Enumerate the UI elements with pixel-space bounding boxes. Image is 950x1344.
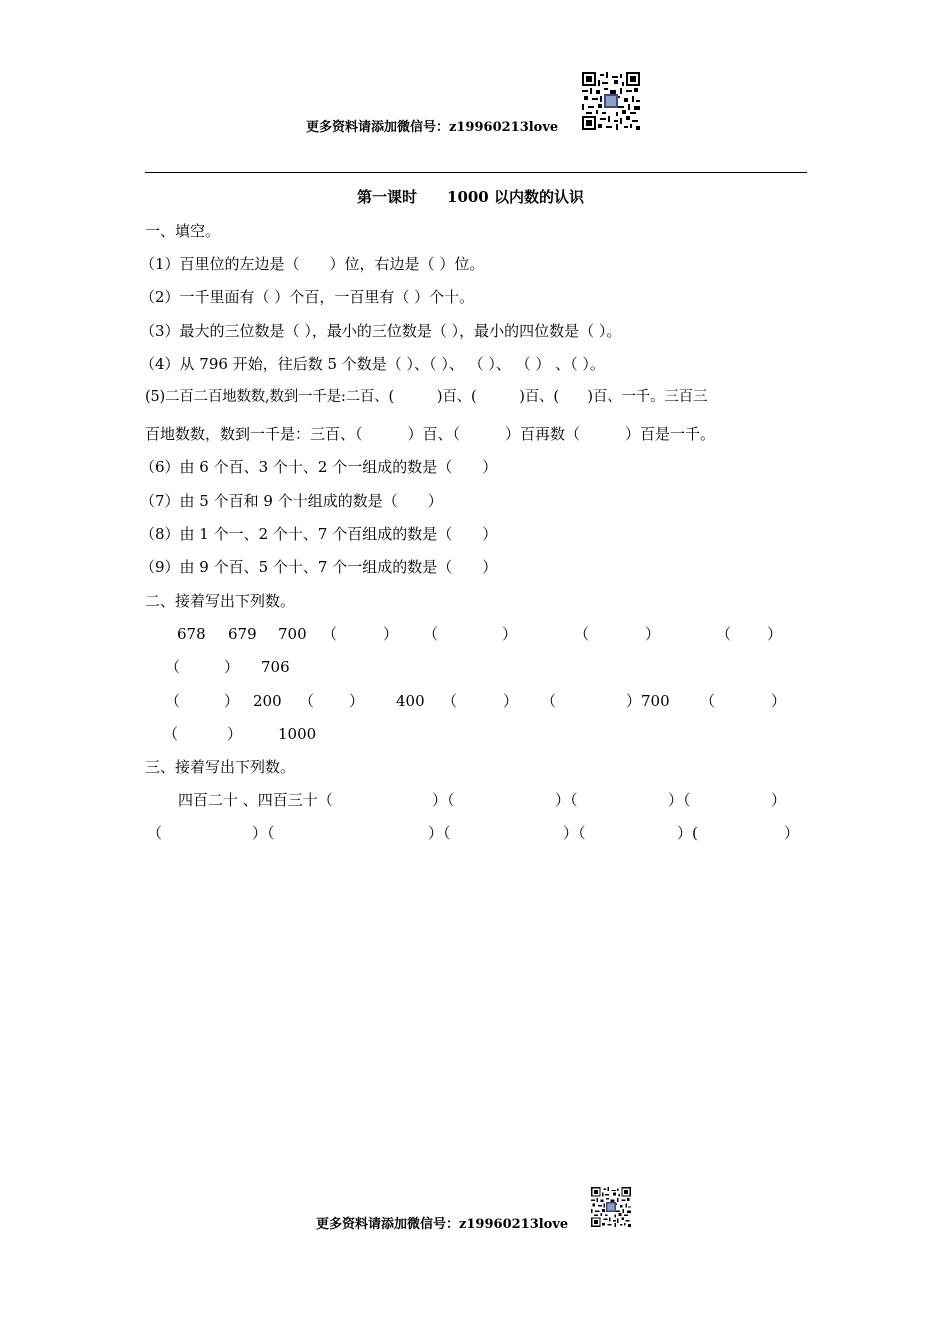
list-item: 678 (177, 625, 206, 643)
question-3: （3）最大的三位数是（ ），最小的三位数是（ ），最小的四位数是（ ）。 (140, 322, 622, 340)
blank-close-number: ）700 (626, 692, 670, 710)
blank-close: ） (503, 692, 519, 710)
blank-open: （ (147, 824, 163, 842)
blank-open: （ (299, 692, 315, 710)
question-5-line1: (5)二百二百地数数,数到一千是:二百、( )百、( )百、( )百、一千。三百三 (145, 389, 708, 405)
blank-close: ） (771, 692, 787, 710)
header-promo-text: 更多资料请添加微信号：z19960213love (306, 120, 559, 135)
blank-open: （ (165, 658, 181, 676)
blank-close: ） (224, 658, 240, 676)
list-item: 706 (261, 658, 290, 676)
blank-segment: ）（ (428, 824, 451, 842)
section2-heading: 二、接着写出下列数。 (145, 592, 296, 610)
blank-close: ） (771, 791, 787, 809)
qr-code-icon (582, 72, 640, 130)
list-item: 200 (253, 692, 282, 710)
blank-segment: ）（ (252, 824, 275, 842)
blank-segment: ）（ (563, 824, 586, 842)
question-6: （6）由 6 个百、3 个十、2 个一组成的数是（ ） (140, 458, 498, 476)
blank-segment: ）（ (432, 791, 455, 809)
question-8: （8）由 1 个一、2 个十、7 个百组成的数是（ ） (140, 525, 498, 543)
page-title: 第一课时 1000 以内数的认识 (357, 188, 584, 206)
blank-open: （ (574, 625, 590, 643)
blank-open: （ (541, 692, 557, 710)
header-divider (145, 172, 807, 173)
blank-segment: ）( (677, 824, 698, 842)
qr-code-icon (591, 1187, 631, 1227)
section3-heading: 三、接着写出下列数。 (145, 758, 296, 776)
question-7: （7）由 5 个百和 9 个十组成的数是（ ） (140, 492, 443, 510)
blank-close: ） (349, 692, 365, 710)
question-9: （9）由 9 个百、5 个十、7 个一组成的数是（ ） (140, 558, 498, 576)
blank-close: ） (383, 625, 399, 643)
question-5-line2: 百地数数，数到一千是：三百、（ ）百、（ ）百再数（ ）百是一千。 (145, 425, 716, 443)
section1-heading: 一、填空。 (145, 222, 221, 240)
blank-segment: ）（ (668, 791, 691, 809)
blank-close: ） (767, 625, 783, 643)
list-item: 400 (396, 692, 425, 710)
question-4: （4）从 796 开始，往后数 5 个数是（ ）、（ ）、 （ ）、 （ ） 、（ ）。 (140, 355, 605, 373)
blank-open: （ (322, 625, 338, 643)
blank-close: ） (224, 692, 240, 710)
blank-open: （ (163, 725, 179, 743)
blank-segment: ）（ (555, 791, 578, 809)
blank-close: ） (227, 725, 243, 743)
blank-close: ） (502, 625, 518, 643)
blank-close: ） (645, 625, 661, 643)
list-item: 679 (228, 625, 257, 643)
list-item: 700 (278, 625, 307, 643)
blank-close: ） (784, 824, 800, 842)
blank-open: （ (700, 692, 716, 710)
list-item: 1000 (278, 725, 317, 743)
blank-open: （ (423, 625, 439, 643)
blank-open: （ (716, 625, 732, 643)
blank-open: （ (165, 692, 181, 710)
footer-promo-text: 更多资料请添加微信号：z19960213love (316, 1217, 569, 1232)
question-1: （1）百里位的左边是（ ）位，右边是（ ）位。 (140, 255, 485, 273)
question-2: （2）一千里面有（ ）个百，一百里有（ ）个十。 (140, 288, 475, 306)
list-item: 四百二十 、四百三十（ (178, 791, 333, 809)
blank-open: （ (442, 692, 458, 710)
